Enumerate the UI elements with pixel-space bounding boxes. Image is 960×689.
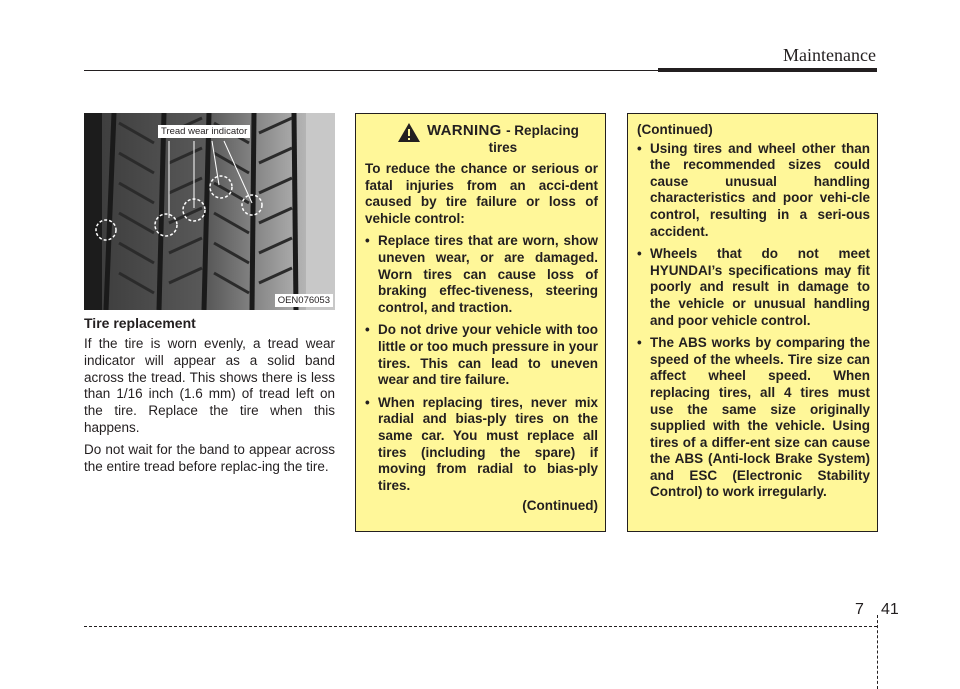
body-paragraph: If the tire is worn evenly, a tread wear indicator will appear as a solid band across the tread. This shows there is less than 1/16 inch (1.6 mm) of tread left on the tire. Replace the tire when this happens. xyxy=(84,336,335,435)
tire-tread-illustration xyxy=(84,113,335,310)
warning-list xyxy=(637,141,870,501)
list-item: • Do not drive your vehicle with too little or too much pressure in your tires. This can lead to uneven wear and tire failure. xyxy=(365,322,598,388)
continued-label: (Continued) xyxy=(522,498,598,514)
warning-list xyxy=(365,233,598,494)
tire-tread-photo xyxy=(84,113,335,310)
warning-triangle-icon xyxy=(397,122,421,143)
warning-topic-line2: tires xyxy=(488,140,518,155)
warning-topic: - Replacing xyxy=(506,123,579,138)
list-item: • Replace tires that are worn, show uneven wear, or are damaged. Worn tires can cause loss of braking effec-tiveness, steering control, and traction. xyxy=(365,233,598,316)
header-rule-accent xyxy=(658,68,877,72)
list-item: • When replacing tires, never mix radial and bias-ply tires on the same car. You must replace all tires (including the spare) if moving from radial to bias-ply tires. xyxy=(365,395,598,495)
tire-replacement-section xyxy=(84,315,335,480)
warning-box-continued xyxy=(627,113,878,532)
chapter-number: 7 xyxy=(855,601,864,618)
warning-header xyxy=(397,122,598,155)
footer-divider xyxy=(877,615,878,689)
page-number: 41 xyxy=(881,601,899,618)
body-paragraph: Do not wait for the band to appear across the entire tread before replac-ing the tire. xyxy=(84,441,335,474)
figure-code: OEN076053 xyxy=(275,294,333,307)
tread-wear-indicator-label: Tread wear indicator xyxy=(158,125,250,138)
list-item: • Using tires and wheel other than the recommended sizes could cause unusual handling characteristics and poor vehi-cle control, resulting in a seri-ous accident. xyxy=(637,141,870,241)
warning-intro: To reduce the chance or serious or fatal injuries from an acci-dent caused by tire failure or loss of vehicle control: xyxy=(365,161,598,226)
warning-word: WARNING xyxy=(427,122,502,139)
continued-label: (Continued) xyxy=(637,122,713,137)
warning-box xyxy=(355,113,606,532)
section-title: Maintenance xyxy=(783,45,876,65)
list-item: • Wheels that do not meet HYUNDAI’s specifications may fit poorly and result in damage to the vehicle or unusual handling and poor vehicle control. xyxy=(637,246,870,329)
section-heading: Tire replacement xyxy=(84,315,196,331)
footer-rule xyxy=(84,626,877,627)
list-item: • The ABS works by comparing the speed of the wheels. Tire size can affect wheel speed. When replacing tires, all 4 tires must use the same size originally supplied with the vehicle. Using tires of a differ-ent size can cause the ABS (Anti-lock Brake System) and ESC (Electronic Stability Control) to work irregularly. xyxy=(637,335,870,501)
